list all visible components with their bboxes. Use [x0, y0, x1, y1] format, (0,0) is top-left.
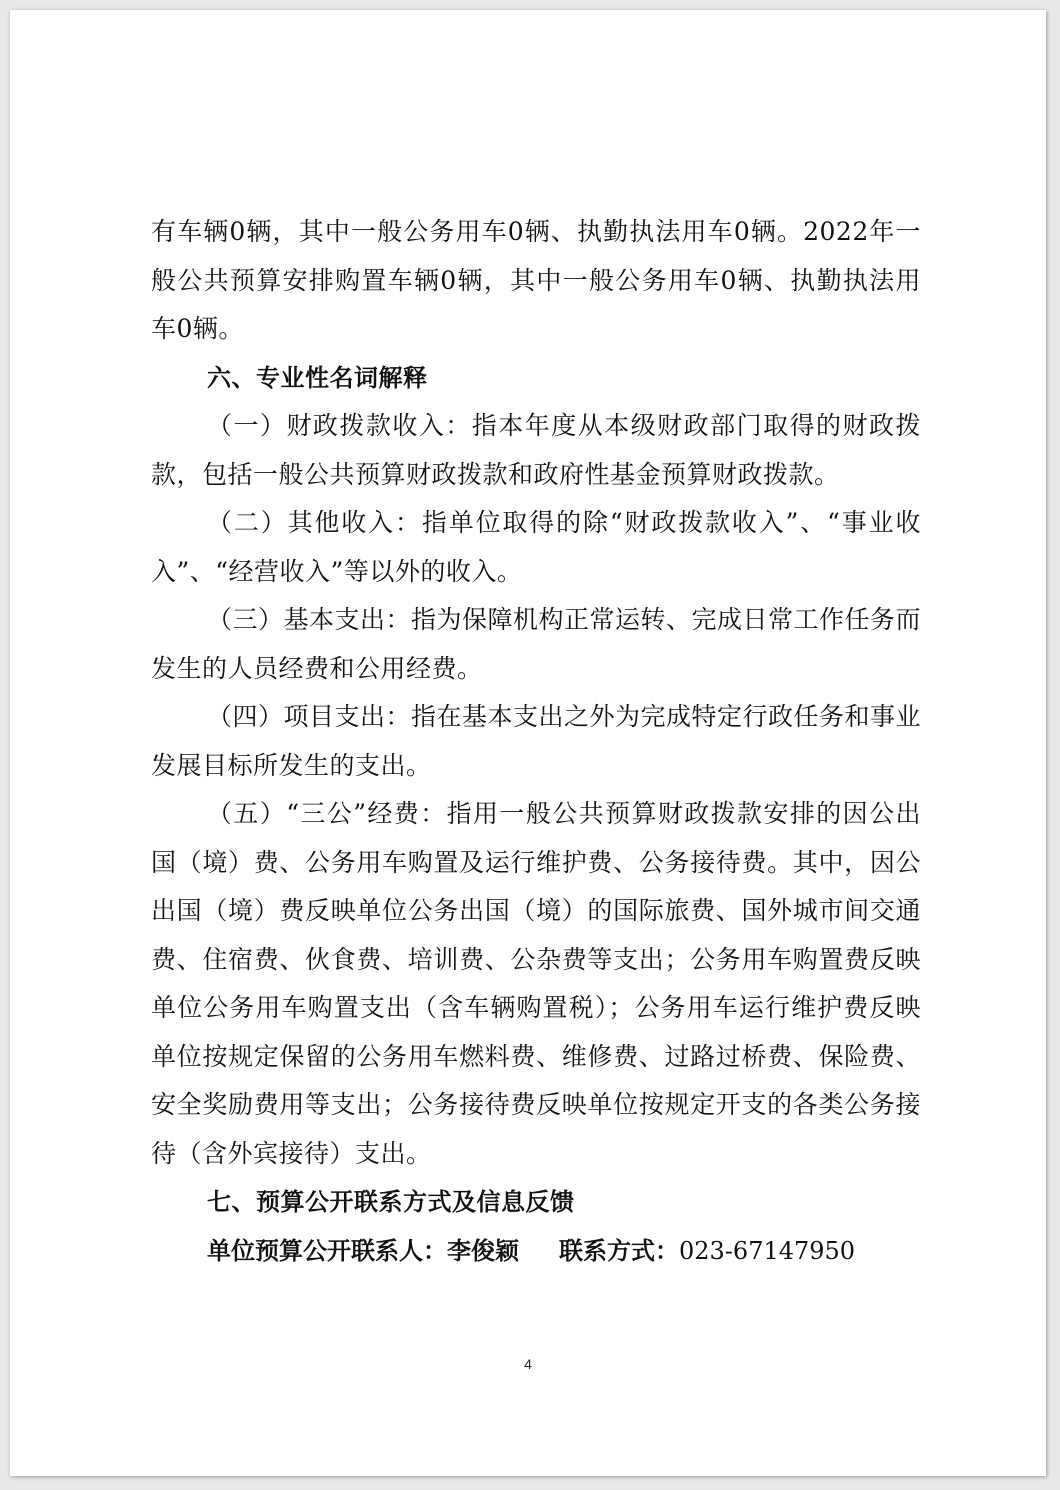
term-basic-expenditure: （三）基本支出：指为保障机构正常运转、完成日常工作任务而发生的人员经费和公用经费。	[151, 605, 922, 683]
term-three-public-expenses: （五）“三公”经费：指用一般公共预算财政拨款安排的因公出国（境）费、公务用车购置及运行维护费、公务接待费。其中，因公出国（境）费反映单位公务出国（境）的国际旅费、国外城市间交通费、住宿费、伙食费、培训费、公杂费等支出；公务用车购置费反映单位公务用车购置支出（含车辆购置税）；公务用车运行维护费反映单位按规定保留的公务用车燃料费、维修费、过路过桥费、保险费、安全奖励费用等支出；公务接待费反映单位按规定开支的各类公务接待（含外宾接待）支出。	[151, 799, 921, 1168]
term-project-expenditure: （四）项目支出：指在基本支出之外为完成特定行政任务和事业发展目标所发生的支出。	[151, 702, 922, 780]
contact-person-label: 单位预算公开联系人：	[207, 1236, 447, 1265]
document-body	[151, 208, 921, 1275]
page-number: 4	[524, 1356, 532, 1372]
contact-person-name: 李俊颖	[447, 1236, 519, 1265]
contact-phone: 023-67147950	[679, 1236, 856, 1265]
document-page	[10, 10, 1046, 1476]
section-7-heading: 七、预算公开联系方式及信息反馈	[207, 1188, 575, 1216]
section-6-heading: 六、专业性名词解释	[207, 363, 428, 392]
contact-line	[151, 1227, 921, 1276]
term-fiscal-appropriation-income: （一）财政拨款收入：指本年度从本级财政部门取得的财政拨款，包括一般公共预算财政拨款和政府性基金预算财政拨款。	[151, 411, 921, 489]
term-other-income: （二）其他收入：指单位取得的除“财政拨款收入”、“事业收入”、“经营收入”等以外的收入。	[151, 508, 921, 586]
vehicle-count-paragraph: 有车辆0辆，其中一般公务用车0辆、执勤执法用车0辆。2022年一般公共预算安排购置车辆0辆，其中一般公务用车0辆、执勤执法用车0辆。	[151, 217, 921, 343]
contact-method-label: 联系方式：	[559, 1236, 679, 1265]
